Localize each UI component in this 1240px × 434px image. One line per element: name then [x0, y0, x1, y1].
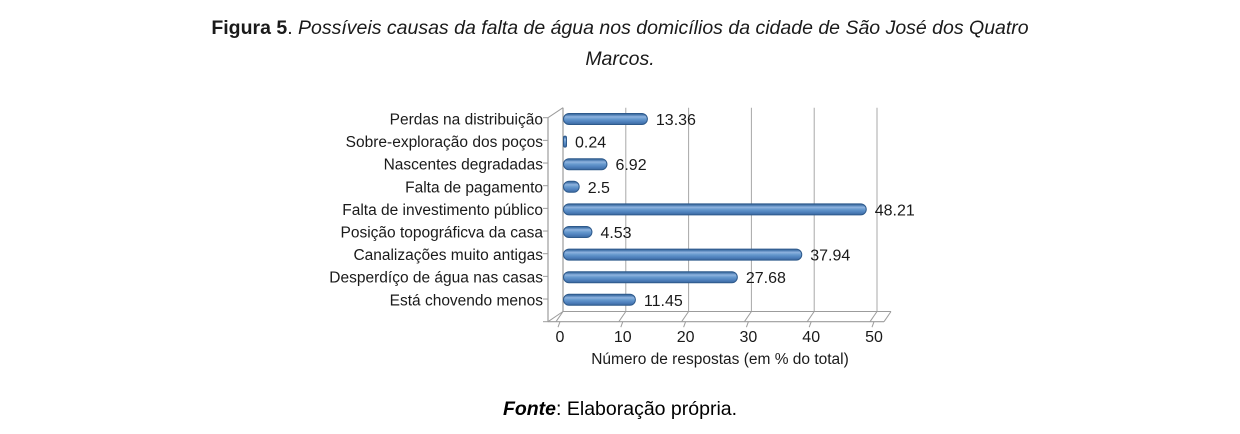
- category-label: Falta de investimento público: [342, 201, 543, 219]
- grid-line-foot: [556, 312, 563, 322]
- category-label: Sobre-exploração dos poços: [345, 134, 543, 152]
- figure-caption-number: Figura 5: [211, 17, 288, 39]
- x-axis-tick: [872, 322, 874, 328]
- grid-line-foot: [619, 312, 626, 322]
- bar: [564, 249, 802, 260]
- x-axis-tick: [621, 322, 623, 328]
- x-tick-label: 10: [613, 329, 632, 346]
- bar-value-label: 37.94: [810, 247, 851, 265]
- bar: [564, 272, 738, 283]
- bar-value-label: 27.68: [745, 270, 786, 288]
- floor-right-corner: [884, 312, 891, 322]
- x-tick-label: 50: [865, 329, 883, 346]
- bar: [564, 227, 592, 238]
- x-axis-tick: [558, 322, 560, 328]
- bar: [564, 204, 867, 215]
- grid-line-foot: [870, 312, 877, 322]
- source-label: Fonte: [502, 398, 557, 420]
- x-tick-label: 40: [802, 329, 821, 346]
- x-tick-label: 0: [555, 329, 565, 346]
- bar: [564, 294, 636, 305]
- bar-value-label: 13.36: [655, 112, 696, 129]
- bar-value-label: 4.53: [600, 225, 632, 242]
- category-label: Nascentes degradadas: [383, 156, 543, 174]
- grid-line-foot: [744, 312, 751, 322]
- bar: [564, 159, 607, 170]
- source-note: [0, 398, 1240, 421]
- x-axis-title: Número de respostas (em % do total): [591, 351, 849, 368]
- bar-value-label: 6.92: [615, 157, 647, 175]
- figure-caption-separator: .: [287, 17, 299, 39]
- category-label: Perdas na distribuição: [389, 111, 543, 129]
- grid-line-foot: [682, 312, 689, 322]
- bar: [564, 114, 648, 125]
- grid-line-foot: [807, 312, 814, 322]
- bar: [564, 181, 580, 192]
- bar: [564, 136, 567, 147]
- wall-bottom-corner: [548, 312, 563, 322]
- x-axis-tick: [809, 322, 811, 328]
- x-tick-label: 30: [739, 329, 758, 346]
- bar-value-label: 48.21: [874, 202, 915, 220]
- bar-value-label: 2.5: [587, 179, 610, 197]
- wall-top-corner: [548, 108, 563, 118]
- bar-value-label: 0.24: [575, 134, 607, 152]
- x-tick-label: 20: [676, 329, 695, 346]
- figure-caption-line1: Possíveis causas da falta de água nos domicílios da cidade de São José dos Quatro: [298, 17, 1029, 39]
- category-label: Canalizações muito antigas: [353, 247, 543, 265]
- x-axis-tick: [684, 322, 686, 328]
- bar-value-label: 11.45: [643, 292, 683, 310]
- source-text: : Elaboração própria.: [556, 398, 738, 420]
- x-axis-tick: [746, 322, 748, 328]
- category-label: Posição topográficva da casa: [340, 224, 543, 242]
- category-label: Desperdíço de água nas casas: [329, 269, 543, 287]
- figure-caption-line2: Marcos.: [585, 48, 655, 70]
- category-label: Está chovendo menos: [389, 292, 543, 310]
- category-label: Falta de pagamento: [405, 179, 543, 197]
